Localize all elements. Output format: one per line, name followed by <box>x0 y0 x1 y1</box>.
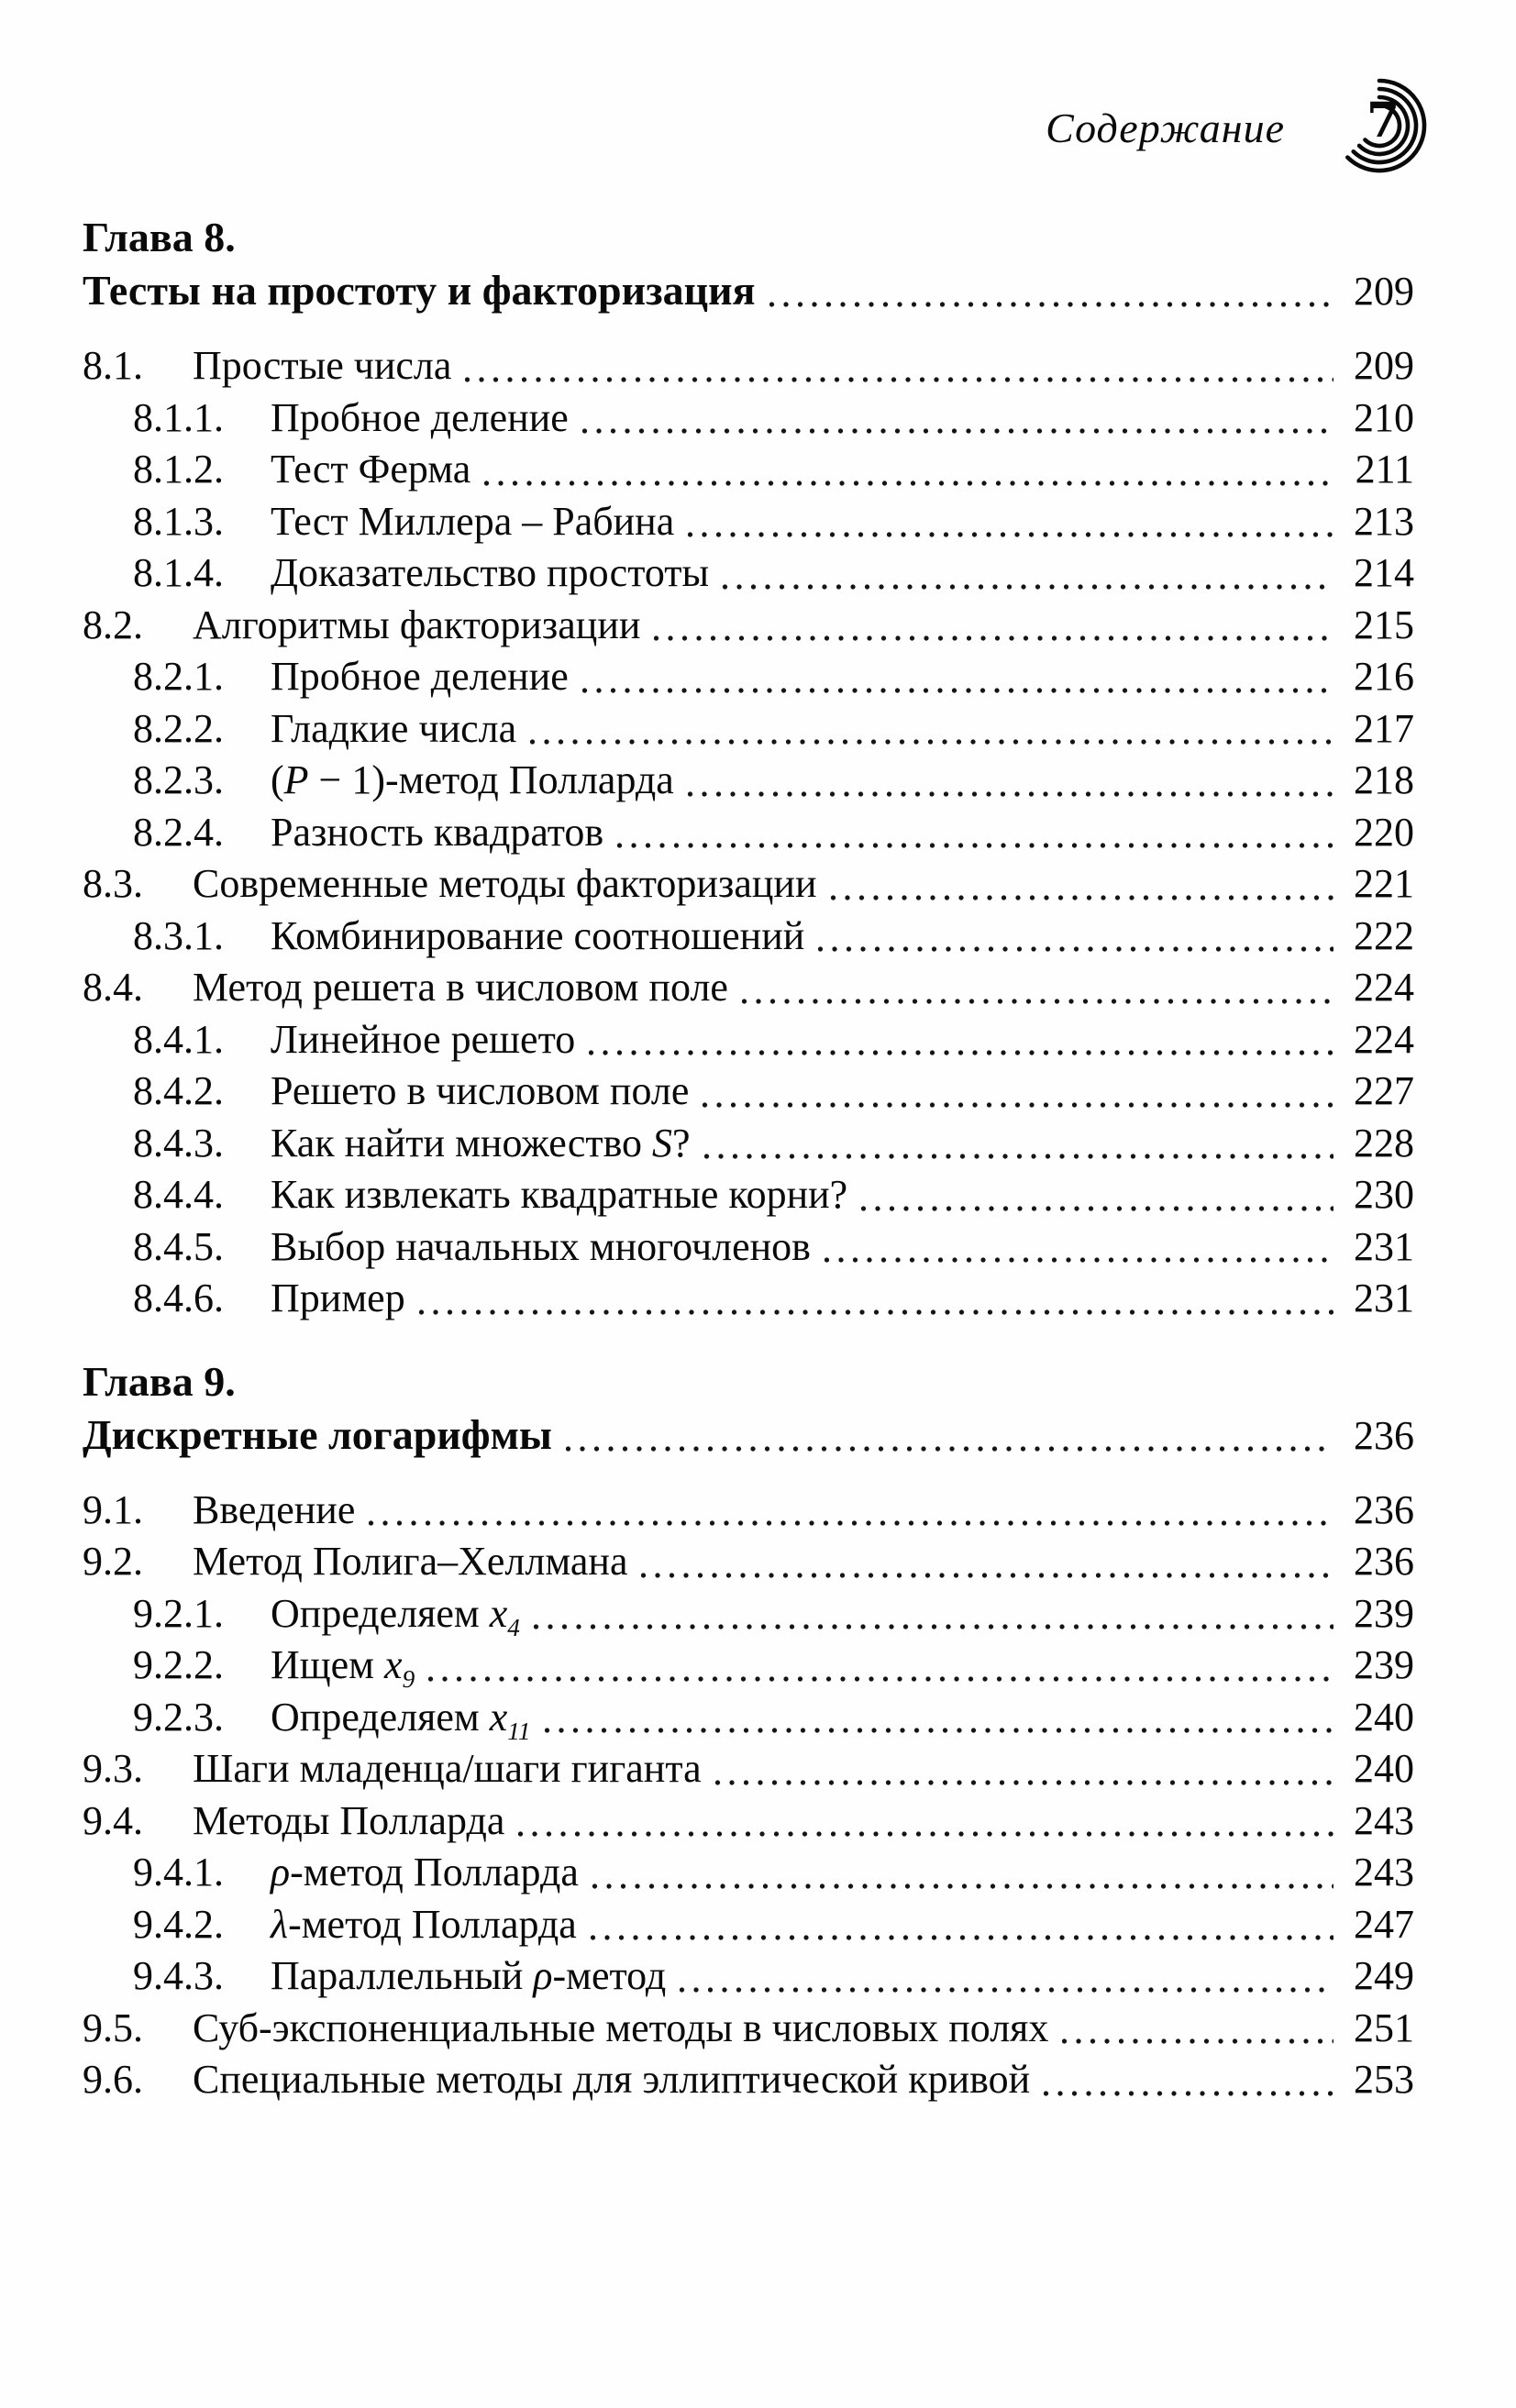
entry-page-number: 216 <box>1354 654 1414 699</box>
math-var: $x_9$ <box>384 1642 415 1693</box>
entry-number: 8.4.5. <box>133 1223 224 1269</box>
dot-leader <box>516 1795 1333 1848</box>
entry-title: Разность квадратов <box>271 809 604 855</box>
entry-number: 9.1. <box>83 1486 143 1532</box>
entry-page-number: 236 <box>1354 1486 1414 1532</box>
entry-title: Как извлекать квадратные корни? <box>271 1172 848 1217</box>
toc-entry <box>83 1066 1414 1118</box>
dot-leader <box>463 340 1333 392</box>
entry-title: Современные методы факторизации <box>193 861 817 906</box>
entry-title: Решето в числовом поле <box>271 1068 690 1113</box>
dot-leader <box>823 1221 1333 1274</box>
entry-number: 8.4. <box>83 965 143 1010</box>
math-var: $x_4$ <box>489 1590 520 1641</box>
chapter-page-number: 209 <box>1354 269 1414 314</box>
toc-entry <box>83 1485 1414 1537</box>
entry-title: Простые числа <box>193 343 452 388</box>
dot-leader <box>652 600 1333 652</box>
dot-leader <box>639 1536 1333 1588</box>
dot-leader <box>528 703 1333 756</box>
entry-page-number: 213 <box>1354 498 1414 544</box>
entry-page-number: 236 <box>1354 1539 1414 1584</box>
dot-leader <box>678 1950 1333 2003</box>
entry-page-number: 251 <box>1354 2005 1414 2050</box>
toc-entry <box>83 1692 1414 1744</box>
entry-number: 8.1.1. <box>133 394 224 440</box>
toc-entry <box>83 1221 1414 1274</box>
entry-title: Тест Миллера – Рабина <box>271 498 675 544</box>
dot-leader <box>581 392 1333 445</box>
entry-title: Линейное решето <box>271 1016 576 1062</box>
math-var: $x_{11}$ <box>489 1694 531 1745</box>
toc-entry <box>83 962 1414 1014</box>
dot-leader <box>543 1692 1333 1744</box>
entry-page-number: 240 <box>1354 1694 1414 1740</box>
entry-number: 8.4.2. <box>133 1068 224 1113</box>
toc-entry <box>83 911 1414 963</box>
entry-number: 8.4.1. <box>133 1016 224 1062</box>
entry-number: 8.3. <box>83 861 143 906</box>
dot-leader <box>703 1118 1333 1170</box>
dot-leader <box>426 1640 1333 1692</box>
toc-entry <box>83 1014 1414 1066</box>
entry-page-number: 231 <box>1354 1276 1414 1320</box>
entry-title: Гладкие числа <box>271 705 517 751</box>
toc-entry <box>83 1847 1414 1899</box>
entry-number: 9.3. <box>83 1746 143 1791</box>
dot-leader <box>816 911 1333 963</box>
toc-entry <box>83 858 1414 911</box>
entry-page-number: 224 <box>1354 965 1414 1010</box>
dot-leader <box>829 858 1334 911</box>
toc-entry <box>83 340 1414 392</box>
entry-title: Параллельный ρ-метод <box>271 1953 667 1998</box>
entry-number: 8.1.3. <box>133 498 224 544</box>
toc-entry <box>83 1640 1414 1692</box>
dot-leader <box>768 264 1333 317</box>
entry-number: 8.2.1. <box>133 654 224 699</box>
entry-number: 8.3.1. <box>133 912 224 958</box>
entry-number: 9.4.2. <box>133 1901 224 1947</box>
entry-page-number: 221 <box>1354 861 1414 906</box>
chapter-block <box>83 1355 1414 2106</box>
entry-page-number: 214 <box>1354 550 1414 595</box>
entry-number: 8.1.2. <box>133 447 224 492</box>
contents-heading: Содержание <box>1046 105 1285 151</box>
entry-title: Суб-экспоненциальные методы в числовых полях <box>193 2005 1049 2050</box>
dot-leader <box>417 1273 1333 1325</box>
entry-page-number: 224 <box>1354 1016 1414 1062</box>
dot-leader <box>1060 2003 1333 2055</box>
entry-title: Как найти множество S? <box>271 1120 691 1165</box>
toc-entry <box>83 1743 1414 1795</box>
toc-entry <box>83 600 1414 652</box>
table-of-contents <box>83 211 1414 2106</box>
entry-title: Методы Полларда <box>193 1797 505 1843</box>
toc-entry <box>83 1899 1414 1951</box>
toc-entry <box>83 1169 1414 1221</box>
toc-entry <box>83 1536 1414 1588</box>
toc-entry <box>83 496 1414 548</box>
entry-number: 8.4.6. <box>133 1276 224 1320</box>
chapter-block <box>83 211 1414 1325</box>
entry-page-number: 239 <box>1354 1642 1414 1687</box>
dot-leader <box>589 1899 1333 1951</box>
entry-title: Доказательство простоты <box>271 550 710 595</box>
toc-entry <box>83 1273 1414 1325</box>
entry-page-number: 227 <box>1354 1068 1414 1113</box>
math-subscript: 11 <box>507 1717 531 1745</box>
page-header <box>1046 77 1439 180</box>
toc-entry <box>83 547 1414 600</box>
entry-title: λ-метод Полларда <box>271 1901 577 1947</box>
entry-page-number: 209 <box>1354 343 1414 388</box>
math-var: ρ <box>533 1953 553 1998</box>
entry-title: Метод решета в числовом поле <box>193 965 728 1010</box>
math-var: S <box>652 1120 673 1165</box>
entry-title: Выбор начальных многочленов <box>271 1223 811 1269</box>
page-number: 7 <box>1367 93 1400 149</box>
toc-entry <box>83 807 1414 859</box>
chapter-label: Глава 8. <box>83 214 236 260</box>
entry-number: 9.2. <box>83 1539 143 1584</box>
entry-title: ρ-метод Полларда <box>271 1850 579 1894</box>
entry-title: Алгоритмы факторизации <box>193 602 641 647</box>
entry-number: 8.2. <box>83 602 143 647</box>
dot-leader <box>701 1066 1333 1118</box>
dot-leader <box>581 651 1333 703</box>
toc-entry <box>83 703 1414 756</box>
dot-leader <box>564 1408 1333 1462</box>
dot-leader <box>740 962 1333 1014</box>
entry-title: Пример <box>271 1276 405 1320</box>
entry-page-number: 243 <box>1354 1850 1414 1894</box>
entry-title: Метод Полига–Хеллмана <box>193 1539 628 1584</box>
chapter-entries <box>83 340 1414 1325</box>
entry-page-number: 231 <box>1354 1223 1414 1269</box>
entry-number: 9.4.1. <box>133 1850 224 1894</box>
dot-leader <box>615 807 1333 859</box>
toc-entry <box>83 2003 1414 2055</box>
dot-leader <box>714 1743 1333 1795</box>
toc-entry <box>83 2054 1414 2106</box>
dot-leader <box>721 547 1333 600</box>
dot-leader <box>482 444 1333 496</box>
toc-entry <box>83 1950 1414 2003</box>
entry-page-number: 210 <box>1354 394 1414 440</box>
entry-title: Введение <box>193 1486 356 1532</box>
chapter-entries <box>83 1485 1414 2106</box>
math-subscript: 4 <box>507 1613 520 1641</box>
dot-leader <box>686 496 1333 548</box>
entry-title: Ищем $x_9$ <box>271 1642 415 1693</box>
entry-title: Тест Ферма <box>271 447 471 492</box>
dot-leader <box>587 1014 1333 1066</box>
entry-title: Шаги младенца/шаги гиганта <box>193 1746 702 1791</box>
entry-number: 9.2.3. <box>133 1694 224 1740</box>
toc-entry <box>83 444 1414 496</box>
chapter-page-number: 236 <box>1354 1412 1414 1458</box>
dot-leader <box>532 1588 1333 1640</box>
entry-page-number: 243 <box>1354 1797 1414 1843</box>
entry-title: Пробное деление <box>271 394 569 440</box>
entry-page-number: 240 <box>1354 1746 1414 1791</box>
math-subscript: 9 <box>402 1664 415 1693</box>
entry-page-number: 247 <box>1354 1901 1414 1947</box>
entry-page-number: 253 <box>1354 2057 1414 2102</box>
chapter-title: Тесты на простоту и факторизация <box>83 267 756 314</box>
toc-entry <box>83 1795 1414 1848</box>
entry-title: Пробное деление <box>271 654 569 699</box>
entry-number: 9.4.3. <box>133 1953 224 1998</box>
entry-title: (P − 1)-метод Полларда <box>271 757 674 802</box>
entry-number: 8.2.4. <box>133 809 224 855</box>
entry-title: Определяем $x_{11}$ <box>271 1694 531 1745</box>
dot-leader <box>1042 2054 1333 2106</box>
chapter-title: Дискретные логарифмы <box>83 1410 552 1458</box>
chapter-label: Глава 9. <box>83 1357 236 1405</box>
entry-title: Определяем $x_4$ <box>271 1590 520 1641</box>
chapter-title-row <box>83 1408 1414 1462</box>
entry-title: Специальные методы для эллиптической кривой <box>193 2057 1031 2102</box>
dot-leader <box>859 1169 1333 1221</box>
dot-leader <box>686 755 1333 807</box>
toc-entry <box>83 1118 1414 1170</box>
entry-number: 9.5. <box>83 2005 143 2050</box>
dot-leader <box>591 1847 1333 1899</box>
entry-number: 8.4.4. <box>133 1172 224 1217</box>
entry-page-number: 218 <box>1354 757 1414 802</box>
entry-page-number: 211 <box>1355 447 1414 492</box>
toc-entry <box>83 1588 1414 1640</box>
dot-leader <box>367 1485 1333 1537</box>
entry-page-number: 217 <box>1354 705 1414 751</box>
page-number-logo <box>1336 77 1439 180</box>
entry-page-number: 222 <box>1354 912 1414 958</box>
entry-number: 8.2.3. <box>133 757 224 802</box>
entry-page-number: 220 <box>1354 809 1414 855</box>
entry-page-number: 239 <box>1354 1590 1414 1636</box>
chapter-title-row <box>83 264 1414 317</box>
toc-entry <box>83 392 1414 445</box>
math-var: λ <box>271 1901 289 1947</box>
entry-number: 9.6. <box>83 2057 143 2102</box>
entry-page-number: 249 <box>1354 1953 1414 1998</box>
entry-page-number: 230 <box>1354 1172 1414 1217</box>
math-var: ρ <box>271 1850 291 1894</box>
entry-title: Комбинирование соотношений <box>271 912 805 958</box>
entry-page-number: 228 <box>1354 1120 1414 1165</box>
entry-number: 9.2.2. <box>133 1642 224 1687</box>
entry-number: 8.2.2. <box>133 705 224 751</box>
entry-number: 8.4.3. <box>133 1120 224 1165</box>
math-var: P <box>283 757 309 802</box>
entry-page-number: 215 <box>1354 602 1414 647</box>
toc-entry <box>83 755 1414 807</box>
entry-number: 8.1.4. <box>133 550 224 595</box>
toc-entry <box>83 651 1414 703</box>
entry-number: 8.1. <box>83 343 143 388</box>
entry-number: 9.2.1. <box>133 1590 224 1636</box>
entry-number: 9.4. <box>83 1797 143 1843</box>
